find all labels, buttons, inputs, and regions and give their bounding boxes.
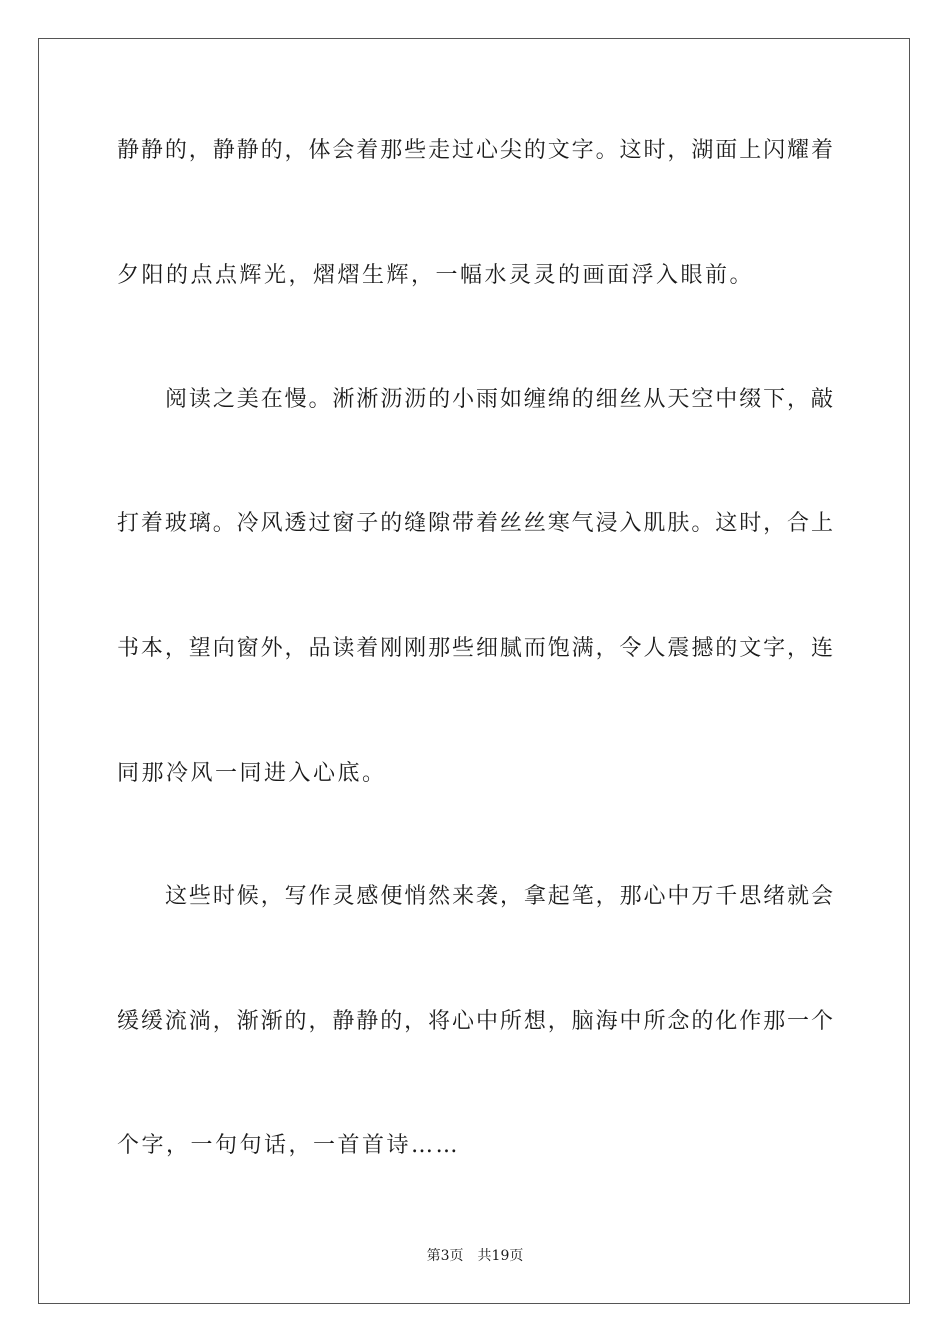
- paragraph-line: 个字，一句句话，一首首诗……: [117, 1133, 461, 1158]
- page-footer: [0, 1247, 950, 1265]
- paragraph-line: 打着玻璃。冷风透过窗子的缝隙带着丝丝寒气浸入肌肤。这时，合上: [117, 511, 833, 536]
- page-number-current: 第3页: [426, 1248, 464, 1264]
- page-border: [38, 38, 910, 1304]
- paragraph-line: 夕阳的点点辉光，熠熠生辉，一幅水灵灵的画面浮入眼前。: [117, 263, 755, 288]
- paragraph-line: 静静的，静静的，体会着那些走过心尖的文字。这时，湖面上闪耀着: [117, 138, 833, 163]
- paragraph-line: 书本，望向窗外，品读着刚刚那些细腻而饱满，令人震撼的文字，连: [117, 636, 833, 661]
- page-number-total: 共19页: [477, 1248, 524, 1264]
- paragraph-line: 缓缓流淌，渐渐的，静静的，将心中所想，脑海中所念的化作那一个: [117, 1009, 833, 1034]
- paragraph-line: 阅读之美在慢。淅淅沥沥的小雨如缠绵的细丝从天空中缀下，敲: [165, 387, 833, 412]
- paragraph-line: 这些时候，写作灵感便悄然来袭，拿起笔，那心中万千思绪就会: [165, 884, 833, 909]
- paragraph-line: 同那冷风一同进入心底。: [117, 761, 387, 786]
